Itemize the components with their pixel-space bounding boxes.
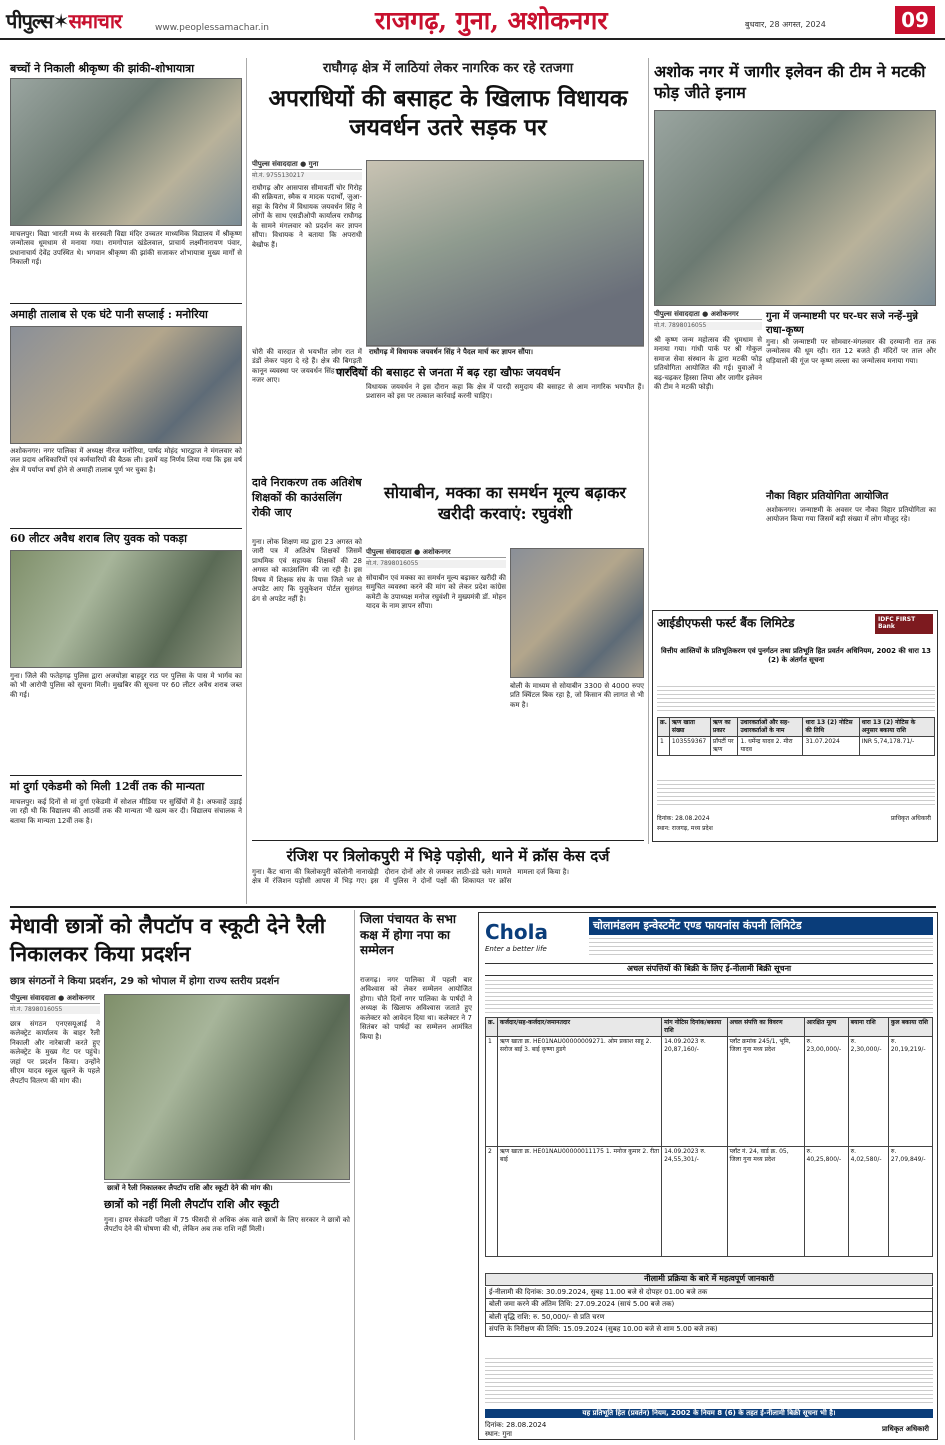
matki-body: श्री कृष्ण जन्म महोत्सव की धूमधाम से मनाया गया। गांधी पार्क पर श्री गोकुल समाज सेवा संस्थान के द्वारा मटकी फोड़ प्रतियोगिता आयोजित की गई। युवाओं ने बढ़-चढ़कर हिस्सा लिया और जागीर इलेवन की टीम ने मटकी फोड़ी।	[654, 336, 762, 392]
masthead-logo: पीपुल्स✶समाचार	[6, 9, 122, 33]
column-rule	[354, 910, 355, 1440]
table-row: 2 ऋण खाता क्र. HE01NAU00000011175 1. मनोज कुमार 2. रीता बाई 14.09.2023 रु. 24,55,301/- प्लॉट नं. 24, वार्ड क्र. 05, जिला गुना मध्य प्रदेश रु. 40,25,800/- रु. 4,02,580/- रु. 27,09,849/-	[486, 1147, 933, 1257]
table-row: 1 103559367 प्रॉपर्टी पर ऋण 1. धर्मेन्द्र यादव 2. मीरा यादव 31.07.2024 INR 5,74,178.71/-	[658, 737, 935, 756]
matki-phod-title: अशोक नगर में जागीर इलेवन की टीम ने मटकी फोड़ जीते इनाम	[654, 62, 926, 102]
idfc-logo: IDFC FIRST Bank	[875, 614, 933, 634]
chola-table: क्र. कर्जदार/सह-कर्जदार/जमानतदार मांग नोटिस दिनांक/बकाया राशि अचल संपत्ति का विवरण आरक्षित मूल्य बयाना राशि कुल बकाया राशि 1 ऋण खाता क्र. HE01NAU00000009271. ओम प्रकाश साहू 2. सरोज बाई 3. बाई कृष्णा हुडगे 14.09.2023 रु. 20,87,160/- प्लॉट क्रमांक 245/1, भूमि, जिला गुना मध्य प्रदेश रु. 23,00,000/- रु. 2,30,000/- रु. 20,19,219/- 2 ऋण खाता क्र. HE01NAU00000011175 1. मनोज कुमार 2. रीता बाई 14.09.2023 रु. 24,55,301/- प्लॉट नं. 24, वार्ड क्र. 05, जिला गुना मध्य प्रदेश रु. 40,25,800/- रु. 4,02,580/- रु. 27,09,849/-	[485, 1017, 933, 1257]
list-item: ई-नीलामी की दिनांक: 30.09.2024, सुबह 11.00 बजे से दोपहर 01.00 बजे तक	[485, 1287, 933, 1299]
chola-name: चोलामंडलम इन्वेस्टमेंट एण्ड फायनांस कंपनी लिमिटेड	[589, 917, 933, 936]
idfc-col-sn: क्र.	[658, 718, 670, 737]
divider	[10, 906, 936, 908]
idfc-notice-ad	[652, 610, 938, 842]
students-subtitle: छात्र संगठनों ने किया प्रदर्शन, 29 को भोपाल में होगा राज्य स्तरीय प्रदर्शन	[10, 976, 280, 987]
amahi-water-title: अमाही तालाब से एक घंटे पानी सप्लाई : मनोरिया	[10, 308, 208, 321]
students-mobile: मो.नं. 7898016055	[10, 1006, 100, 1014]
idfc-subtitle: वित्तीय आस्तियों के प्रतिभूतिकरण एवं पुनर्गठन तथा प्रतिभूति हित प्रवर्तन अधिनियम, 2002 की धारा 13 (2) के अंतर्गत सूचना	[660, 647, 932, 665]
soybean-title: सोयाबीन, मक्का का समर्थन मूल्य बढ़ाकर खरीदी करवाएं: रघुवंशी	[384, 483, 626, 523]
chola-date: दिनांक: 28.08.2024	[485, 1421, 547, 1429]
chola-place: स्थान: गुना	[485, 1430, 512, 1438]
idfc-col-loan: ऋण खाता संख्या	[669, 718, 710, 737]
janmashtami-title: गुना में जन्माष्टमी पर घर-घर सजे नन्हें-मुन्ने राधा-कृष्ण	[766, 311, 918, 336]
students-sub2-title: छात्रों को नहीं मिली लैपटॉप राशि और स्कूटी	[104, 1198, 280, 1211]
students-photo-caption: छात्रों ने रैली निकालकर लैपटॉप राशि और स्कूटी देने की मांग की।	[104, 1182, 350, 1194]
lead-body-col2: चोरी की वारदात से भयभीत लोग रात में डंडों लेकर पहरा दे रहे हैं। क्षेत्र की बिगड़ती कानून व्यवस्था पर जयवर्धन सिंह आक्रोशित नजर आए।	[252, 348, 362, 385]
matki-mobile: मो.नं. 7898016055	[654, 322, 762, 330]
idfc-col-date: धारा 13 (2) नोटिस की तिथि	[803, 718, 859, 737]
police-seizure-photo	[10, 550, 242, 668]
boat-race-title: नौका विहार प्रतियोगिता आयोजित	[766, 491, 889, 502]
divider	[10, 528, 242, 529]
idfc-name: आईडीएफसी फर्स्ट बैंक लिमिटेड	[657, 616, 795, 630]
clash-title: रंजिश पर त्रिलोकपुरी में भिड़े पड़ोसी, थाने में क्रॉस केस दर्ज	[286, 847, 610, 865]
janmashtami-body: गुना। श्री जन्माष्टमी पर सोमवार-मंगलवार की दरम्यानी रात तक जन्मोत्सव की धूम रही। रात 12 बजते ही मंदिरों पर ताल और घड़ियालों की गूंज पर कृष्ण लल्ला का जन्मोत्सव मनाया गया।	[766, 338, 936, 365]
clash-body: गुना। कैंट थाना की त्रिलोकपुरी कॉलोनी नानाखेड़ी क्षेत्र में रंजिशन पड़ोसी आपस में भिड़ गए। इस दौरान दोनों ओर से जमकर लाठी-डंडे चले। मामले में पुलिस ने दोनों पक्षों की शिकायत पर क्रॉस मामला दर्ज किया है।	[252, 868, 570, 886]
krishna-jhanki-title: बच्चों ने निकाली श्रीकृष्ण की झांकी-शोभायात्रा	[10, 62, 195, 75]
divider	[252, 840, 644, 841]
soybean-body-2: बोली के माध्यम से सोयाबीन 3300 से 4000 रुपए प्रति क्विंटल बिक रहा है, जो किसान की लागत से भी कम है।	[510, 682, 644, 709]
list-item: संपत्ति के निरीक्षण की तिथि: 15.09.2024 (सुबह 10.00 बजे से शाम 5.00 बजे तक)	[485, 1324, 933, 1336]
durga-academy-body: माचलपुर। कई दिनों से मां दुर्गा एकेडमी में सोशल मीडिया पर सुर्खियों में है। अफवाहें उड़ाई जा रही थी कि विद्यालय की आठवीं तक की मान्यता भी खत्म कर दी। विद्यालय संचालक ने बताया कि मान्यता 12वीं तक है।	[10, 798, 242, 825]
idfc-signatory: प्राधिकृत अधिकारी	[890, 815, 931, 822]
boat-race-body: अशोकनगर। जन्माष्टमी के अवसर पर नौका विहार प्रतियोगिता का आयोजन किया गया जिसमें बड़ी संख्या में लोग मौजूद रहे।	[766, 506, 936, 524]
chola-footer: यह प्रतिभूति हित (प्रवर्तन) नियम, 2002 के नियम 8 (6) के तहत ई-नीलामी बिक्री सूचना भी है।	[485, 1409, 933, 1418]
region-title: राजगढ़, गुना, अशोकनगर	[375, 6, 608, 35]
soybean-byline: पीपुल्स संवाददाता ● अशोकनगर	[366, 548, 506, 558]
chola-address	[589, 935, 933, 957]
idfc-col-type: ऋण का प्रकार	[710, 718, 738, 737]
idfc-place: स्थान: राजगढ़, मध्य प्रदेश	[657, 825, 713, 832]
chola-logo: Chola	[485, 920, 549, 944]
idfc-date: दिनांक: 28.08.2024	[657, 815, 710, 822]
meeting-photo	[10, 326, 242, 444]
chola-notice-ad	[478, 912, 938, 1440]
teacher-counselling-title: दावे निराकरण तक अतिशेष शिक्षकों की काउंसलिंग रोकी जाए	[252, 476, 362, 519]
idfc-fine-print-2	[657, 777, 935, 807]
website-url: www.peoplessamachar.in	[155, 23, 269, 33]
idfc-table	[657, 717, 935, 756]
lead-rally-photo	[366, 160, 644, 346]
lead-photo-caption: राघौगढ़ में विधायक जयवर्धन सिंह ने पैदल मार्च कर ज्ञापन सौंपा।	[366, 346, 644, 358]
liquor-seizure-body: गुना। जिले की फतेहगढ़ पुलिस द्वारा अजयोज्ञा बाहदुर राठ पर पुलिस के पास मे भार्गव का को भी आरोपी पुलिस को सूचना मिली। मुखबिर की सूचना पर 60 लीटर अवैध शराब जब्त की गई।	[10, 672, 242, 699]
matki-byline: पीपुल्स संवाददाता ● अशोकनगर	[654, 310, 762, 320]
soybean-mobile: मो.नं. 7898016055	[366, 560, 506, 568]
teacher-counselling-body: गुना। लोक शिक्षण मप्र द्वारा 23 अगस्त को जारी पत्र में अतिशेष शिक्षकों जिसमें प्राथमिक एवं सहायक शिक्षकों की 28 अगस्त को काउंसलिंग की जा रही है। इस विषय में शिक्षक संघ के पास जिले भर से अपडेट आए कि युजुकेशन पोर्टल सुसंगत ढंग से अपडेट नहीं है।	[252, 538, 362, 603]
chola-tagline: Enter a better life	[485, 945, 547, 953]
idfc-col-amount: धारा 13 (2) नोटिस के अनुसार बकाया राशि	[859, 718, 934, 737]
lead-sub-headline: पारदियों की बसाहट से जनता में बढ़ रहा खौफः जयवर्धन	[335, 366, 561, 379]
soybean-body: सोयाबीन एवं मक्का का समर्थन मूल्य बढ़ाकर खरीदी की समुचित व्यवस्था करने की मांग को लेकर प्रदेश कांग्रेस कमेटी के उपाध्यक्ष मनोज रघुवंशी ने मुख्यमंत्री डॉ. मोहन यादव के नाम ज्ञापन सौंपा।	[366, 574, 506, 611]
list-item: बोली वृद्धि राशि: रु. 50,000/- से प्रति चरण	[485, 1312, 933, 1324]
idfc-col-names: उधारकर्ताओं और सह-उधारकर्ताओं के नाम	[738, 718, 803, 737]
list-item: बोली जमा करने की अंतिम तिथि: 27.09.2024 (सायं 5.00 बजे तक)	[485, 1299, 933, 1311]
page-header	[0, 0, 945, 40]
students-byline: पीपुल्स संवाददाता ● अशोकनगर	[10, 994, 100, 1004]
krishna-procession-photo	[10, 78, 242, 226]
students-body: छात्र संगठन एनएसयूआई ने कलेक्ट्रेट कार्यालय के बाहर रैली निकाली और नारेबाजी करते हुए कलेक्ट्रेट के मुख्य गेट पर पहुंचे। जहां पर प्रदर्शन किया। उन्होंने सीएम यादव स्कूल खुलने के पहले लैपटॉप वितरण की मांग की।	[10, 1020, 100, 1085]
column-rule	[246, 58, 247, 904]
divider	[10, 303, 242, 304]
chola-signatory: प्राधिकृत अधिकारी	[881, 1425, 929, 1433]
chola-notice-title: अचल संपत्तियों की बिक्री के लिए ई-नीलामी बिक्री सूचना	[485, 963, 933, 976]
lead-mobile: मो.नं. 9755130217	[252, 172, 362, 180]
liquor-seizure-title: 60 लीटर अवैध शराब लिए युवक को पकड़ा	[10, 532, 187, 545]
soybean-memorandum-photo	[510, 548, 644, 678]
students-rally-photo	[104, 994, 350, 1180]
chola-fine-print	[485, 977, 933, 1013]
lead-kicker: राघौगढ़ क्षेत्र में लाठियां लेकर नागरिक कर रहे रतजगा	[322, 61, 574, 76]
zila-panchayat-body: राजगढ़। नगर पालिका में पहली बार अविश्वास को लेकर सम्मेलन आयोजित होगा। चौते दिनों नगर पालिका के पार्षदों ने अध्यक्ष के खिलाफ अविश्वास जताते हुए कलेक्टर को आवेदन दिया था। कलेक्टर ने 7 सितंबर को पार्षदों का सम्मेलन आमंत्रित किया है।	[360, 976, 472, 1041]
table-row: 1 ऋण खाता क्र. HE01NAU00000009271. ओम प्रकाश साहू 2. सरोज बाई 3. बाई कृष्णा हुडगे 14.09.2023 रु. 20,87,160/- प्लॉट क्रमांक 245/1, भूमि, जिला गुना मध्य प्रदेश रु. 23,00,000/- रु. 2,30,000/- रु. 20,19,219/-	[486, 1037, 933, 1147]
issue-date: बुधवार, 28 अगस्त, 2024	[745, 20, 826, 29]
zila-panchayat-title: जिला पंचायत के सभा कक्ष में होगा नपा का सम्मेलन	[360, 912, 457, 958]
lead-sub-body: विधायक जयवर्धन ने इस दौरान कहा कि क्षेत्र में पारदी समुदाय की बसाहट से आम नागरिक भयभीत हैं। प्रशासन को इस पर तत्काल कार्रवाई करनी चाहिए।	[366, 383, 644, 401]
chola-schedule-title: नीलामी प्रक्रिया के बारे में महत्वपूर्ण जानकारी	[485, 1273, 933, 1286]
divider	[10, 775, 242, 776]
page-number: 09	[895, 6, 935, 34]
chola-terms	[485, 1355, 933, 1405]
column-rule	[648, 58, 649, 844]
idfc-fine-print	[657, 683, 935, 713]
matki-phod-photo	[654, 110, 936, 306]
lead-byline: पीपुल्स संवाददाता ● गुना	[252, 160, 362, 170]
durga-academy-title: मां दुर्गा एकेडमी को मिली 12वीं तक की मान्यता	[10, 780, 205, 793]
students-title: मेधावी छात्रों को लैपटॉप व स्कूटी देने रैली निकालकर किया प्रदर्शन	[10, 913, 326, 967]
amahi-water-body: अशोकनगर। नगर पालिका में अध्यक्ष नीरज मनोरिया, पार्षद मोहंद भारद्वाज ने मंगलवार को जल प्रदाय अधिकारियों एवं कर्मचारियों की बैठक ली। इसमें यह निर्णय लिया गया कि इस वर्ष क्षेत्र में पर्याप्त वर्षा होने से अमाही तालाब पूर्ण भर चुका है।	[10, 447, 242, 474]
lead-headline: अपराधियों की बसाहट के खिलाफ विधायक जयवर्धन उतरे सड़क पर	[268, 85, 628, 142]
chola-schedule	[485, 1287, 933, 1337]
lead-body-col1: राघौगढ़ और आसपास सीमावर्ती चोर गिरोह की सक्रियता, स्मैक व मादक पदार्थों, जुआ-सट्टा के विरोध में विधायक जयवर्धन सिंह ने लोगों के साथ एसडीओपी कार्यालय राघौगढ़ के सामने मंगलवार को प्रदर्शन कर ज्ञापन सौंपा। विधायक ने बताया कि अपराधी बेखौफ हैं।	[252, 184, 362, 249]
krishna-jhanki-body: माचलपुर। विद्या भारती मध्य के सरस्वती विद्या मंदिर उच्चतर माध्यमिक विद्यालय में श्रीकृष्ण जन्मोत्सव धूमधाम से मनाया गया। रामगोपाल खंडेलवाल, प्राचार्य लक्ष्मीनारायण पंवार, प्रधानाचार्य देवेंद्र उपस्थित थे। भगवान श्रीकृष्ण की झांकी सजाकर शोभायात्रा मुख्य मार्गों से निकाली गई।	[10, 230, 242, 267]
students-sub2-body: गुना। हायर सेकंडरी परीक्षा में 75 फीसदी से अधिक अंक वाले छात्रों के लिए सरकार ने छात्रों को लैपटॉप देने की घोषणा की थी, लेकिन अब तक राशि नहीं मिली।	[104, 1216, 350, 1234]
